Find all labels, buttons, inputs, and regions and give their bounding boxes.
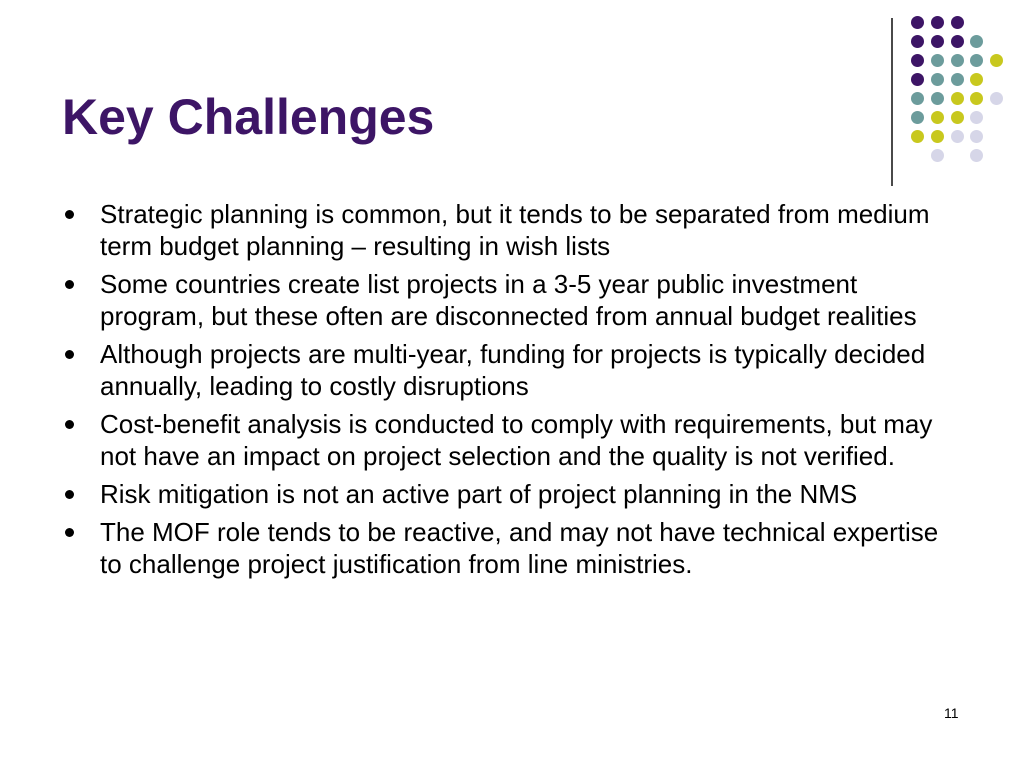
decorative-dot [931, 54, 944, 67]
vertical-divider [891, 18, 893, 186]
bullet-text: Strategic planning is common, but it tends to be separated from medium term budget planning – resulting in wish lists [100, 199, 930, 261]
decorative-dot [931, 35, 944, 48]
bullet-marker [65, 420, 74, 429]
decorative-dot [931, 92, 944, 105]
decorative-dot [970, 149, 983, 162]
bullet-marker [65, 280, 74, 289]
bullet-marker [65, 490, 74, 499]
decorative-dot [970, 73, 983, 86]
page-number: 11 [944, 705, 959, 721]
decorative-dot [951, 35, 964, 48]
decorative-dot [970, 130, 983, 143]
decorative-dot [911, 130, 924, 143]
decorative-dot [970, 54, 983, 67]
decorative-dot [951, 54, 964, 67]
bullet-text: Risk mitigation is not an active part of project planning in the NMS [100, 479, 858, 509]
bullet-text: Although projects are multi-year, funding for projects is typically decided annually, leading to costly disruptions [100, 339, 926, 401]
bullet-text: Cost-benefit analysis is conducted to comply with requirements, but may not have an impact on project selection and the quality is not verified. [100, 409, 933, 471]
decorative-dot [931, 73, 944, 86]
decorative-dot [911, 92, 924, 105]
decorative-dot [931, 130, 944, 143]
bullet-item [62, 478, 962, 510]
decorative-dot [951, 92, 964, 105]
decorative-dot [931, 149, 944, 162]
bullet-item [62, 408, 962, 472]
decorative-dot [951, 73, 964, 86]
bullet-marker [65, 210, 74, 219]
decorative-dot [951, 130, 964, 143]
decorative-dot [990, 54, 1003, 67]
decorative-dot [951, 16, 964, 29]
bullet-marker [65, 350, 74, 359]
decorative-dot [970, 35, 983, 48]
bullet-text: Some countries create list projects in a 3-5 year public investment program, but these often are disconnected from annual budget realities [100, 269, 917, 331]
decorative-dot [911, 111, 924, 124]
bullet-marker [65, 528, 74, 537]
bullet-list [62, 198, 962, 586]
decorative-dot [911, 35, 924, 48]
bullet-item [62, 268, 962, 332]
decorative-dot [931, 111, 944, 124]
decorative-dot [911, 16, 924, 29]
bullet-item [62, 338, 962, 402]
decorative-dot [970, 92, 983, 105]
bullet-item [62, 198, 962, 262]
bullet-item [62, 516, 962, 580]
slide-title: Key Challenges [62, 89, 435, 145]
decorative-dot [951, 111, 964, 124]
decorative-dot [970, 111, 983, 124]
decorative-dot [931, 16, 944, 29]
decorative-dot [990, 92, 1003, 105]
decorative-dot [911, 73, 924, 86]
decorative-dot [911, 54, 924, 67]
bullet-text: The MOF role tends to be reactive, and may not have technical expertise to challenge project justification from line ministries. [100, 517, 939, 579]
